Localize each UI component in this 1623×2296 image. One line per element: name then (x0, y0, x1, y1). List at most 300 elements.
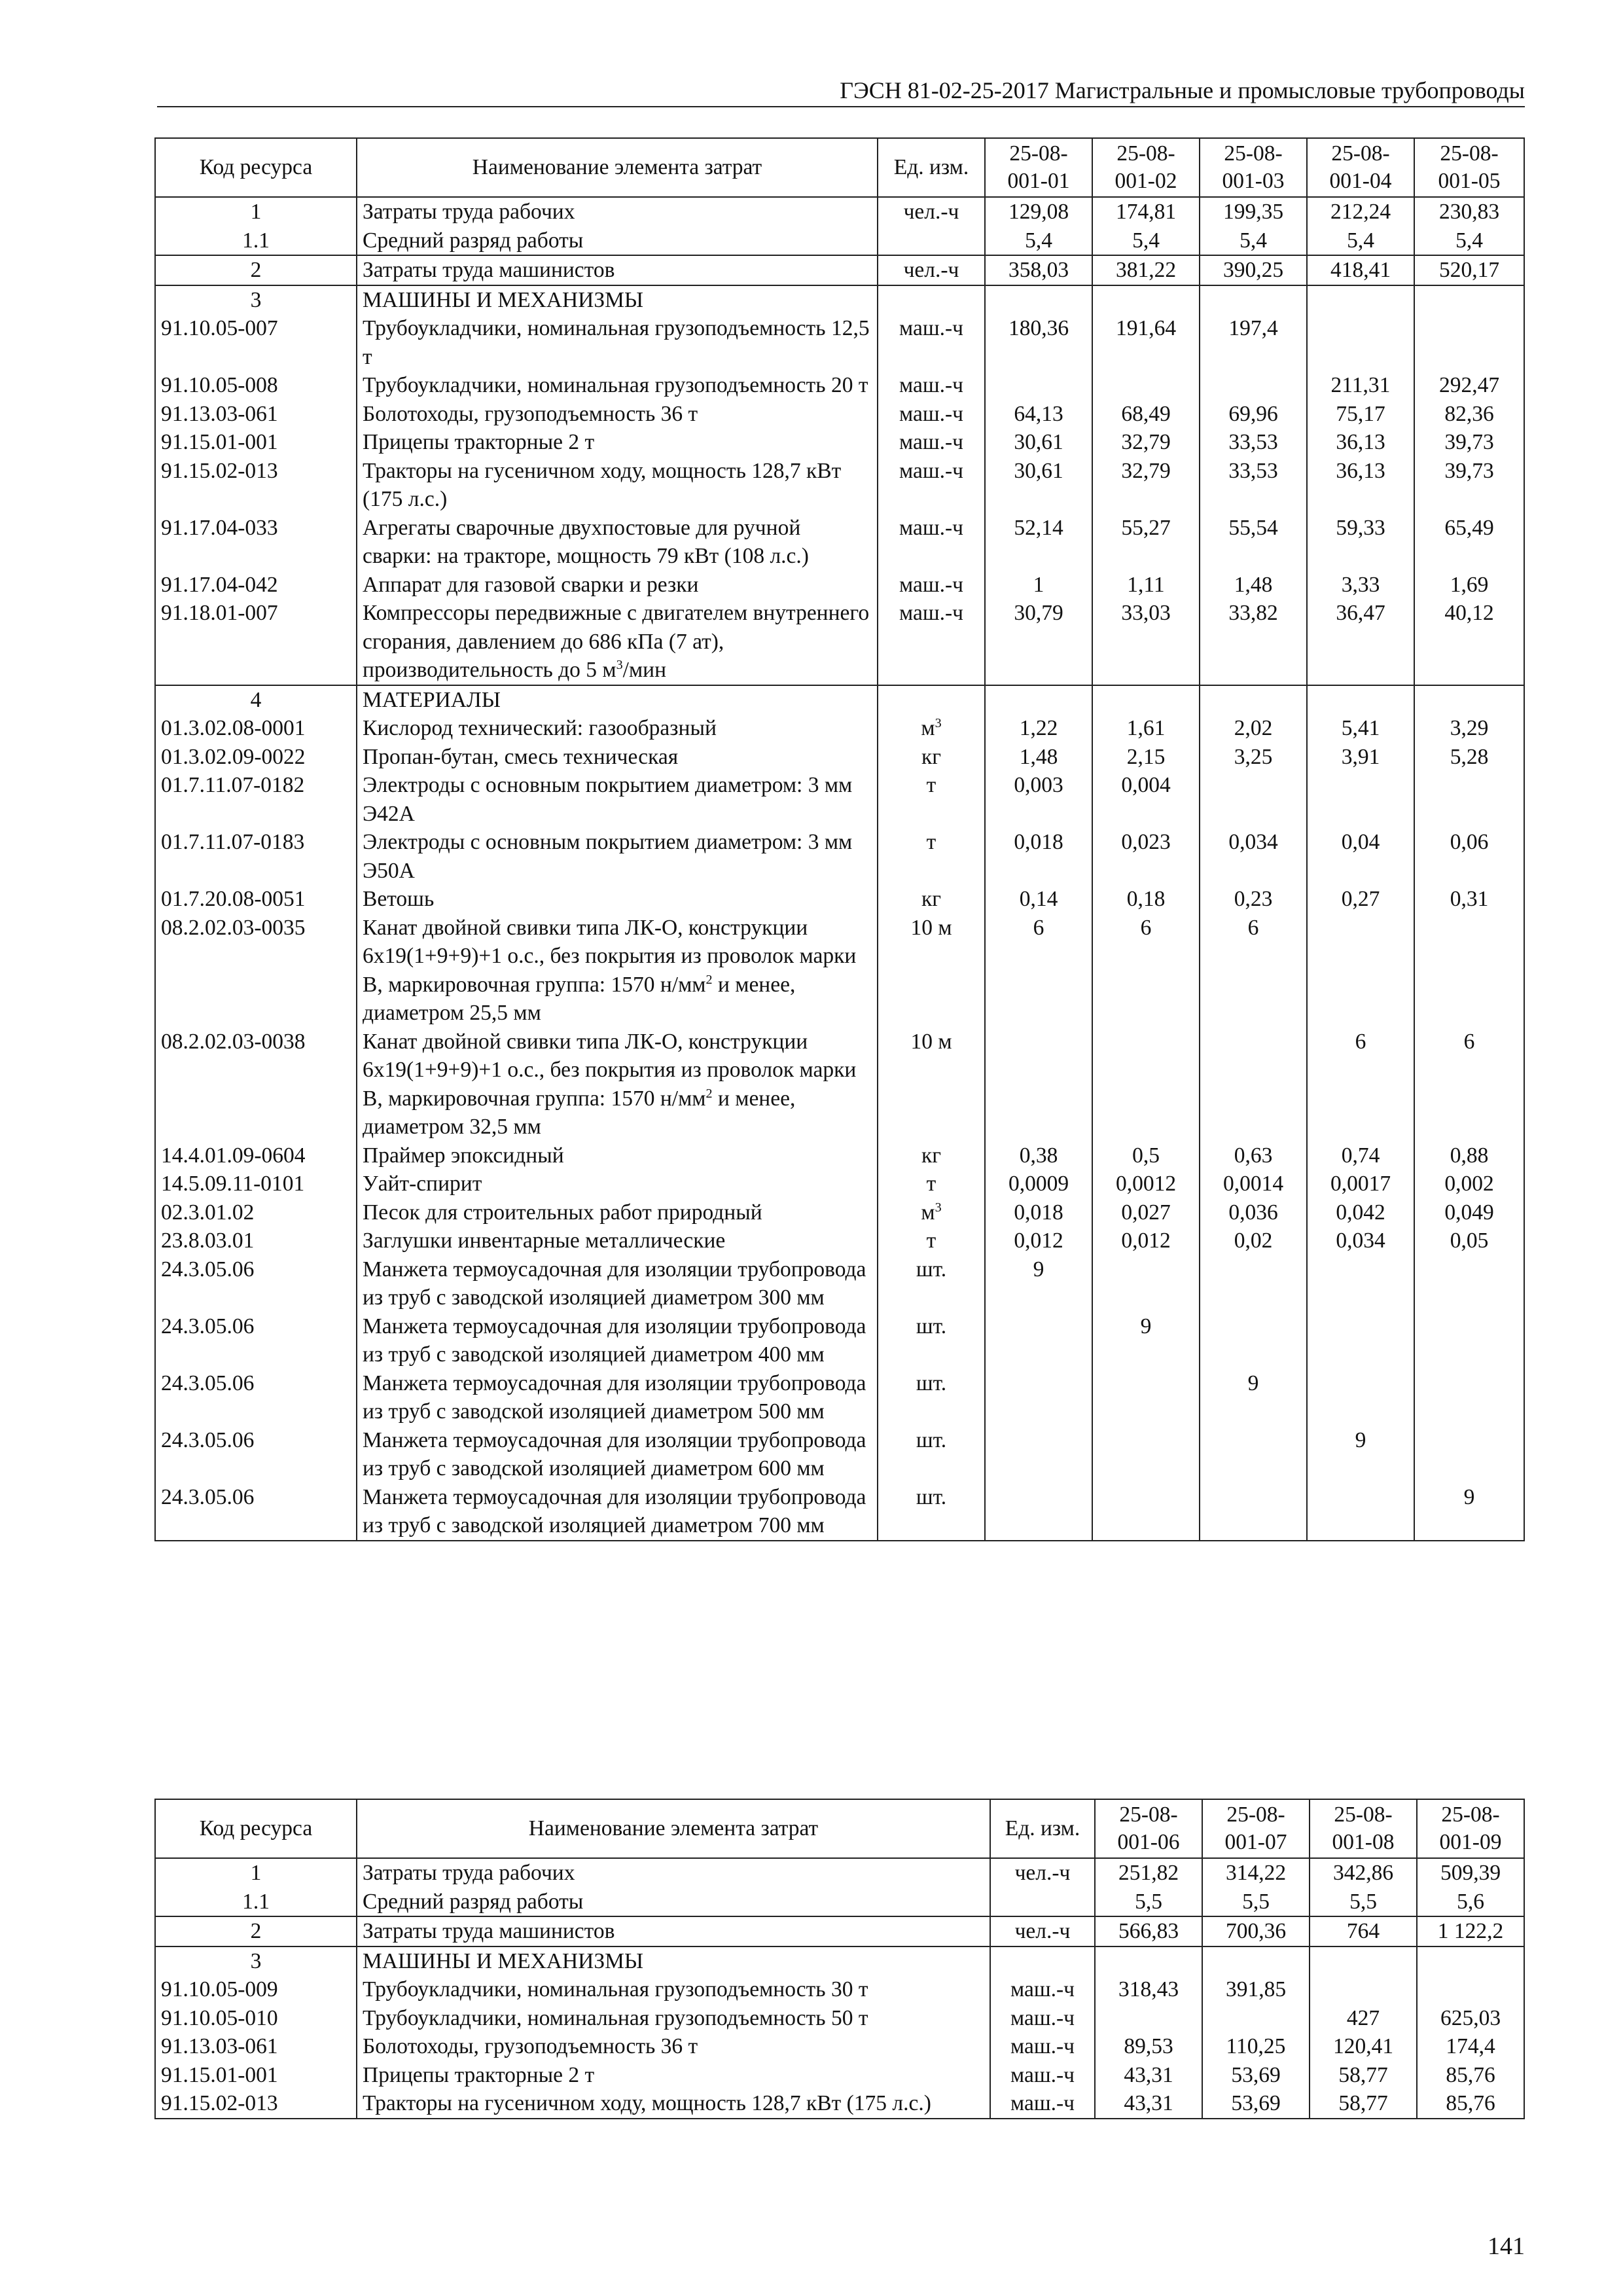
resource-unit: маш.-ч (990, 1975, 1095, 2004)
resource-value: 0,034 (1307, 1227, 1414, 1255)
table-row (155, 285, 1524, 315)
resource-code: 1 (155, 1858, 357, 1888)
resource-name: Кислород технический: газообразный (357, 714, 878, 743)
resource-value: 251,82 (1095, 1858, 1202, 1888)
resource-value (1095, 2004, 1202, 2033)
resource-value: 5,28 (1414, 743, 1524, 772)
resource-value: 5,5 (1095, 1888, 1202, 1917)
resource-code: 1.1 (155, 226, 357, 256)
resource-unit (990, 1888, 1095, 1917)
resource-value: 55,54 (1200, 514, 1307, 571)
column-header: Код ресурса (155, 138, 357, 197)
resource-name: Манжета термоусадочная для изоляции трубопровода из труб с заводской изоляцией диаметром 300 мм (357, 1255, 878, 1312)
resource-value: 427 (1310, 2004, 1417, 2033)
resource-name: Ветошь (357, 885, 878, 914)
table-row (155, 1312, 1524, 1369)
resource-value: 1,48 (985, 743, 1092, 772)
resource-name: МАШИНЫ И МЕХАНИЗМЫ (357, 1946, 990, 1976)
resource-value: 55,27 (1092, 514, 1200, 571)
resource-value: 5,4 (985, 226, 1092, 256)
resource-value (1307, 1312, 1414, 1369)
resource-value: 9 (1307, 1426, 1414, 1483)
resource-value: 0,31 (1414, 885, 1524, 914)
resource-value (985, 1483, 1092, 1541)
resource-code: 24.3.05.06 (155, 1312, 357, 1369)
resource-value: 6 (985, 914, 1092, 1028)
resource-value: 6 (1307, 1028, 1414, 1141)
resource-value: 0,0017 (1307, 1170, 1414, 1198)
table-row (155, 371, 1524, 400)
table-header-row (155, 1799, 1524, 1858)
table-header-row (155, 138, 1524, 197)
resource-value (985, 1312, 1092, 1369)
resource-value: 0,002 (1414, 1170, 1524, 1198)
table-row (155, 685, 1524, 715)
resource-name: МАШИНЫ И МЕХАНИЗМЫ (357, 285, 878, 315)
resource-name: Прицепы тракторные 2 т (357, 428, 878, 457)
resource-value: 3,29 (1414, 714, 1524, 743)
table-row (155, 428, 1524, 457)
resource-value (1092, 1028, 1200, 1141)
resource-code: 24.3.05.06 (155, 1369, 357, 1426)
resource-value (1414, 1369, 1524, 1426)
table-row (155, 1483, 1524, 1541)
resource-value: 1 (985, 571, 1092, 600)
resource-value: 0,02 (1200, 1227, 1307, 1255)
resource-code: 91.10.05-007 (155, 314, 357, 371)
resource-value: 5,6 (1417, 1888, 1524, 1917)
page-number: 141 (1488, 2233, 1525, 2260)
table-row (155, 714, 1524, 743)
resource-unit: 10 м (878, 1028, 985, 1141)
resource-value (1200, 285, 1307, 315)
resource-code: 3 (155, 285, 357, 315)
resource-value: 89,53 (1095, 2032, 1202, 2061)
resource-unit: шт. (878, 1483, 985, 1541)
resource-value (1414, 285, 1524, 315)
table-row (155, 914, 1524, 1028)
resource-value: 0,88 (1414, 1141, 1524, 1170)
table-row (155, 2004, 1524, 2033)
resource-value: 0,027 (1092, 1198, 1200, 1227)
column-header: 25-08- 001-07 (1202, 1799, 1310, 1858)
resource-unit: маш.-ч (878, 314, 985, 371)
resource-name: Песок для строительных работ природный (357, 1198, 878, 1227)
resource-value: 0,63 (1200, 1141, 1307, 1170)
resource-value: 0,27 (1307, 885, 1414, 914)
resource-unit: чел.-ч (878, 197, 985, 226)
resource-value: 69,96 (1200, 400, 1307, 429)
resource-value: 5,4 (1092, 226, 1200, 256)
column-header: 25-08- 001-08 (1310, 1799, 1417, 1858)
resource-value (1307, 771, 1414, 828)
table-body (155, 1858, 1524, 2119)
table-row (155, 2089, 1524, 2119)
resource-unit: т (878, 1227, 985, 1255)
resource-value (1414, 1312, 1524, 1369)
column-header: Наименование элемента затрат (357, 1799, 990, 1858)
resource-value: 520,17 (1414, 255, 1524, 285)
resource-unit (990, 1946, 1095, 1976)
resource-value (1414, 771, 1524, 828)
column-header: Наименование элемента затрат (357, 138, 878, 197)
resource-value: 3,25 (1200, 743, 1307, 772)
resource-code: 02.3.01.02 (155, 1198, 357, 1227)
resource-value: 174,4 (1417, 2032, 1524, 2061)
resource-name: Затраты труда рабочих (357, 197, 878, 226)
resource-value: 0,5 (1092, 1141, 1200, 1170)
resource-unit: кг (878, 743, 985, 772)
table-row (155, 1858, 1524, 1888)
resource-code: 08.2.02.03-0035 (155, 914, 357, 1028)
column-header: Ед. изм. (990, 1799, 1095, 1858)
resource-code: 23.8.03.01 (155, 1227, 357, 1255)
resource-value: 58,77 (1310, 2089, 1417, 2119)
table-row (155, 771, 1524, 828)
resource-value (1092, 1426, 1200, 1483)
resource-unit: маш.-ч (878, 457, 985, 514)
resource-value: 0,0009 (985, 1170, 1092, 1198)
resource-value: 3,33 (1307, 571, 1414, 600)
resource-value (1092, 371, 1200, 400)
resource-name: Канат двойной свивки типа ЛК-О, конструкции 6х19(1+9+9)+1 о.с., без покрытия из проволок марки В, маркировочная группа: 1570 $н/мм^2$ и менее, диаметром 25,5 мм (357, 914, 878, 1028)
resource-code: 91.10.05-010 (155, 2004, 357, 2033)
resource-unit: т (878, 1170, 985, 1198)
resource-table-2 (154, 1799, 1525, 2119)
resource-value: 40,12 (1414, 599, 1524, 685)
table-row (155, 226, 1524, 256)
resource-code: 2 (155, 255, 357, 285)
resource-name: Манжета термоусадочная для изоляции трубопровода из труб с заводской изоляцией диаметром 500 мм (357, 1369, 878, 1426)
resource-name: Агрегаты сварочные двухпостовые для ручной сварки: на тракторе, мощность 79 кВт (108 л.с.) (357, 514, 878, 571)
resource-value: 9 (1200, 1369, 1307, 1426)
resource-value: 75,17 (1307, 400, 1414, 429)
resource-unit: маш.-ч (990, 2089, 1095, 2119)
column-header: 25-08- 001-05 (1414, 138, 1524, 197)
resource-value: 0,012 (985, 1227, 1092, 1255)
resource-code: 91.13.03-061 (155, 400, 357, 429)
resource-code: 24.3.05.06 (155, 1426, 357, 1483)
resource-value: 43,31 (1095, 2061, 1202, 2090)
resource-value: 381,22 (1092, 255, 1200, 285)
table-row (155, 2061, 1524, 2090)
resource-value: 36,13 (1307, 428, 1414, 457)
resource-value: 1,48 (1200, 571, 1307, 600)
resource-value: 197,4 (1200, 314, 1307, 371)
resource-code: 01.7.11.07-0182 (155, 771, 357, 828)
table-row (155, 197, 1524, 226)
resource-unit: чел.-ч (990, 1916, 1095, 1946)
resource-code: 01.3.02.08-0001 (155, 714, 357, 743)
resource-value: 318,43 (1095, 1975, 1202, 2004)
resource-unit (878, 285, 985, 315)
resource-value (985, 685, 1092, 715)
table-row (155, 514, 1524, 571)
resource-code: 3 (155, 1946, 357, 1976)
resource-value: 230,83 (1414, 197, 1524, 226)
resource-name: Заглушки инвентарные металлические (357, 1227, 878, 1255)
resource-value (1092, 285, 1200, 315)
resource-unit: кг (878, 885, 985, 914)
resource-name: Прицепы тракторные 2 т (357, 2061, 990, 2090)
column-header: Код ресурса (155, 1799, 357, 1858)
table-row (155, 255, 1524, 285)
resource-value: 1,69 (1414, 571, 1524, 600)
resource-value (1307, 1255, 1414, 1312)
resource-value: 9 (1092, 1312, 1200, 1369)
resource-unit: т (878, 771, 985, 828)
resource-value: 30,61 (985, 457, 1092, 514)
resource-value: 1,22 (985, 714, 1092, 743)
resource-value: 212,24 (1307, 197, 1414, 226)
table-row (155, 1141, 1524, 1170)
resource-value: 32,79 (1092, 457, 1200, 514)
resource-code: 91.18.01-007 (155, 599, 357, 685)
resource-name: Компрессоры передвижные с двигателем внутреннего сгорания, давлением до 686 кПа (7 ат), производительность до 5 $м^3$/мин (357, 599, 878, 685)
resource-unit (878, 685, 985, 715)
resource-value: 85,76 (1417, 2089, 1524, 2119)
resource-value (1200, 771, 1307, 828)
table-row (155, 1426, 1524, 1483)
resource-value (1095, 1946, 1202, 1976)
resource-value: 0,18 (1092, 885, 1200, 914)
column-header: 25-08- 001-03 (1200, 138, 1307, 197)
resource-value: 390,25 (1200, 255, 1307, 285)
resource-unit: кг (878, 1141, 985, 1170)
resource-code: 1.1 (155, 1888, 357, 1917)
resource-value: 0,034 (1200, 828, 1307, 885)
page-header: ГЭСН 81-02-25-2017 Магистральные и промысловые трубопроводы (157, 77, 1525, 107)
table-row (155, 1916, 1524, 1946)
resource-value: 33,53 (1200, 457, 1307, 514)
resource-value: 0,018 (985, 828, 1092, 885)
table-row (155, 400, 1524, 429)
resource-name: Тракторы на гусеничном ходу, мощность 128,7 кВт (175 л.с.) (357, 2089, 990, 2119)
resource-value: 33,82 (1200, 599, 1307, 685)
resource-value: 566,83 (1095, 1916, 1202, 1946)
table-row (155, 314, 1524, 371)
resource-code: 24.3.05.06 (155, 1483, 357, 1541)
resource-code: 4 (155, 685, 357, 715)
resource-value (1307, 314, 1414, 371)
resource-value: 0,38 (985, 1141, 1092, 1170)
resource-value: 5,41 (1307, 714, 1414, 743)
resource-value (1310, 1946, 1417, 1976)
resource-code: 91.15.01-001 (155, 2061, 357, 2090)
resource-value: 3,91 (1307, 743, 1414, 772)
resource-value: 52,14 (985, 514, 1092, 571)
resource-value: 0,004 (1092, 771, 1200, 828)
resource-value (1200, 1028, 1307, 1141)
resource-code: 14.5.09.11-0101 (155, 1170, 357, 1198)
resource-unit: маш.-ч (878, 514, 985, 571)
resource-code: 01.3.02.09-0022 (155, 743, 357, 772)
resource-value (1414, 1255, 1524, 1312)
resource-value (1414, 914, 1524, 1028)
resource-value: 180,36 (985, 314, 1092, 371)
resource-value: 314,22 (1202, 1858, 1310, 1888)
resource-value (1202, 1946, 1310, 1976)
resource-value (1414, 685, 1524, 715)
resource-value: 0,23 (1200, 885, 1307, 914)
resource-unit: маш.-ч (990, 2061, 1095, 2090)
resource-name: Болотоходы, грузоподъемность 36 т (357, 2032, 990, 2061)
resource-value: 0,0014 (1200, 1170, 1307, 1198)
resource-code: 2 (155, 1916, 357, 1946)
resource-value (1092, 1369, 1200, 1426)
resource-value: 191,64 (1092, 314, 1200, 371)
resource-value: 358,03 (985, 255, 1092, 285)
table-row (155, 1369, 1524, 1426)
resource-value: 764 (1310, 1916, 1417, 1946)
resource-value: 5,4 (1414, 226, 1524, 256)
column-header: 25-08- 001-01 (985, 138, 1092, 197)
resource-value: 39,73 (1414, 428, 1524, 457)
resource-value: 199,35 (1200, 197, 1307, 226)
resource-value: 211,31 (1307, 371, 1414, 400)
resource-unit: маш.-ч (878, 428, 985, 457)
column-header: Ед. изм. (878, 138, 985, 197)
resource-value: 6 (1092, 914, 1200, 1028)
resource-name: Тракторы на гусеничном ходу, мощность 128,7 кВт (175 л.с.) (357, 457, 878, 514)
resource-unit: 10 м (878, 914, 985, 1028)
resource-value: 0,05 (1414, 1227, 1524, 1255)
resource-name: Затраты труда машинистов (357, 255, 878, 285)
resource-unit (878, 226, 985, 256)
resource-name: Манжета термоусадочная для изоляции трубопровода из труб с заводской изоляцией диаметром 400 мм (357, 1312, 878, 1369)
resource-value: 0,012 (1092, 1227, 1200, 1255)
resource-value: 5,4 (1307, 226, 1414, 256)
resource-value: 1,11 (1092, 571, 1200, 600)
resource-value: 0,042 (1307, 1198, 1414, 1227)
resource-code: 1 (155, 197, 357, 226)
resource-value: 0,049 (1414, 1198, 1524, 1227)
resource-value (1417, 1946, 1524, 1976)
resource-value: 0,74 (1307, 1141, 1414, 1170)
resource-value (1200, 1426, 1307, 1483)
resource-value: 292,47 (1414, 371, 1524, 400)
table-row (155, 457, 1524, 514)
resource-value: 32,79 (1092, 428, 1200, 457)
resource-code: 91.17.04-042 (155, 571, 357, 600)
resource-name: Уайт-спирит (357, 1170, 878, 1198)
resource-unit: чел.-ч (878, 255, 985, 285)
resource-value: 1 122,2 (1417, 1916, 1524, 1946)
resource-name: Трубоукладчики, номинальная грузоподъемность 12,5 т (357, 314, 878, 371)
resource-value (1092, 685, 1200, 715)
resource-unit: маш.-ч (878, 599, 985, 685)
resource-value: 64,13 (985, 400, 1092, 429)
resource-value: 0,036 (1200, 1198, 1307, 1227)
resource-value: 2,15 (1092, 743, 1200, 772)
resource-value (985, 1028, 1092, 1141)
resource-value (1417, 1975, 1524, 2004)
resource-code: 91.15.02-013 (155, 457, 357, 514)
resource-value: 43,31 (1095, 2089, 1202, 2119)
resource-value (1414, 1426, 1524, 1483)
table-body (155, 197, 1524, 1541)
resource-name: Трубоукладчики, номинальная грузоподъемность 20 т (357, 371, 878, 400)
resource-name: Манжета термоусадочная для изоляции трубопровода из труб с заводской изоляцией диаметром 700 мм (357, 1483, 878, 1541)
resource-value: 0,14 (985, 885, 1092, 914)
resource-value: 120,41 (1310, 2032, 1417, 2061)
resource-value: 9 (1414, 1483, 1524, 1541)
resource-value (1092, 1255, 1200, 1312)
resource-value (1307, 1369, 1414, 1426)
resource-value: 2,02 (1200, 714, 1307, 743)
resource-value (1200, 371, 1307, 400)
resource-value: 6 (1200, 914, 1307, 1028)
table-row (155, 885, 1524, 914)
resource-value: 1,61 (1092, 714, 1200, 743)
table-row (155, 571, 1524, 600)
resource-name: Трубоукладчики, номинальная грузоподъемность 30 т (357, 1975, 990, 2004)
resource-unit: маш.-ч (990, 2004, 1095, 2033)
resource-value: 53,69 (1202, 2061, 1310, 2090)
resource-value: 68,49 (1092, 400, 1200, 429)
resource-code: 01.7.20.08-0051 (155, 885, 357, 914)
resource-code: 24.3.05.06 (155, 1255, 357, 1312)
resource-code: 91.10.05-008 (155, 371, 357, 400)
resource-value (1092, 1483, 1200, 1541)
resource-value: 53,69 (1202, 2089, 1310, 2119)
resource-value: 0,018 (985, 1198, 1092, 1227)
resource-value: 33,03 (1092, 599, 1200, 685)
resource-name: Средний разряд работы (357, 226, 878, 256)
resource-value (985, 1426, 1092, 1483)
resource-value: 9 (985, 1255, 1092, 1312)
resource-unit: т (878, 828, 985, 885)
table-row (155, 1198, 1524, 1227)
resource-name: МАТЕРИАЛЫ (357, 685, 878, 715)
resource-unit: маш.-ч (878, 571, 985, 600)
resource-name: Затраты труда рабочих (357, 1858, 990, 1888)
resource-value: 5,5 (1310, 1888, 1417, 1917)
resource-value: 39,73 (1414, 457, 1524, 514)
resource-name: Электроды с основным покрытием диаметром: 3 мм Э42А (357, 771, 878, 828)
resource-name: Пропан-бутан, смесь техническая (357, 743, 878, 772)
resource-value: 5,5 (1202, 1888, 1310, 1917)
resource-value: 6 (1414, 1028, 1524, 1141)
resource-value: 30,79 (985, 599, 1092, 685)
resource-unit: $м^3$ (878, 714, 985, 743)
resource-code: 91.17.04-033 (155, 514, 357, 571)
resource-value (1414, 314, 1524, 371)
resource-value: 129,08 (985, 197, 1092, 226)
resource-value: 625,03 (1417, 2004, 1524, 2033)
resource-value (985, 1369, 1092, 1426)
table-row (155, 2032, 1524, 2061)
resource-code: 91.10.05-009 (155, 1975, 357, 2004)
resource-name: Праймер эпоксидный (357, 1141, 878, 1170)
resource-value (1200, 1312, 1307, 1369)
resource-value (1200, 1255, 1307, 1312)
resource-code: 14.4.01.09-0604 (155, 1141, 357, 1170)
resource-value (1200, 1483, 1307, 1541)
resource-unit: шт. (878, 1312, 985, 1369)
table-row (155, 743, 1524, 772)
resource-value: 82,36 (1414, 400, 1524, 429)
resource-value: 700,36 (1202, 1916, 1310, 1946)
resource-value: 65,49 (1414, 514, 1524, 571)
resource-unit: $м^3$ (878, 1198, 985, 1227)
resource-value: 85,76 (1417, 2061, 1524, 2090)
resource-name: Трубоукладчики, номинальная грузоподъемность 50 т (357, 2004, 990, 2033)
table-row (155, 1028, 1524, 1141)
resource-value (1310, 1975, 1417, 2004)
resource-name: Болотоходы, грузоподъемность 36 т (357, 400, 878, 429)
resource-value (1307, 285, 1414, 315)
